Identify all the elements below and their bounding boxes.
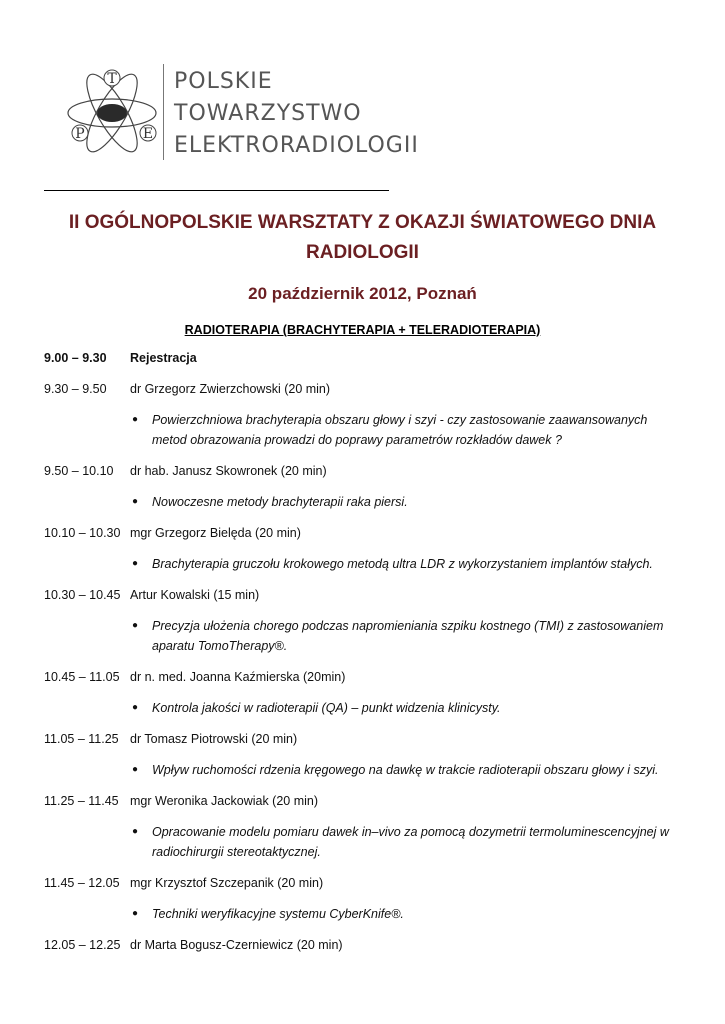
session-topic (132, 822, 677, 862)
session-speaker: dr n. med. Joanna Kaźmierska (20min) (130, 670, 346, 684)
document-title: II OGÓLNOPOLSKIE WARSZTATY Z OKAZJI ŚWIATOWEGO DNIA RADIOLOGII (68, 212, 657, 263)
society-name-line-3: ELEKTRORADIOLOGII (174, 133, 419, 158)
schedule-row (44, 667, 684, 687)
session-time: 9.30 – 9.50 (44, 382, 107, 396)
bullet-icon: ● (132, 558, 139, 569)
pte-logo (62, 58, 419, 168)
bullet-icon: ● (132, 908, 139, 919)
session-topic-text: Brachyterapia gruczołu krokowego metodą ultra LDR z wykorzystaniem implantów stałych. (152, 557, 653, 571)
session-time: 11.45 – 12.05 (44, 876, 120, 890)
session-time: 11.05 – 11.25 (44, 732, 119, 746)
society-name-line-1: POLSKIE (174, 69, 273, 94)
session-time: 12.05 – 12.25 (44, 938, 121, 952)
bullet-icon: ● (132, 620, 139, 631)
logo-divider (163, 64, 164, 160)
session-topic (132, 698, 677, 718)
session-speaker: mgr Krzysztof Szczepanik (20 min) (130, 876, 324, 890)
bullet-icon: ● (132, 414, 139, 425)
schedule-row (44, 379, 684, 399)
schedule-row (44, 729, 684, 749)
session-speaker: Artur Kowalski (15 min) (130, 588, 260, 602)
schedule-row (44, 873, 684, 893)
session-speaker: dr Grzegorz Zwierzchowski (20 min) (130, 382, 331, 396)
session-time: 10.10 – 10.30 (44, 526, 121, 540)
schedule-row (44, 523, 684, 543)
session-speaker: dr Marta Bogusz-Czerniewicz (20 min) (130, 938, 343, 952)
session-topic-text: Precyzja ułożenia chorego podczas napromieniania szpiku kostnego (TMI) z zastosowaniem aparatu TomoTherapy®. (152, 619, 664, 653)
session-topic-text: Nowoczesne metody brachyterapii raka piersi. (152, 495, 408, 509)
session-topic (132, 760, 677, 780)
session-topic-text: Opracowanie modelu pomiaru dawek in–vivo za pomocą dozymetrii termoluminescencyjnej w radiochirurgii stereotaktycznej. (152, 825, 669, 859)
session-speaker: mgr Grzegorz Bielęda (20 min) (130, 526, 301, 540)
society-name-line-2: TOWARZYSTWO (174, 101, 362, 126)
schedule-row (44, 461, 684, 481)
logo-letter-e: E (142, 126, 154, 142)
session-time: 9.50 – 10.10 (44, 464, 114, 478)
session-topic (132, 904, 677, 924)
society-name (174, 66, 419, 162)
session-time: 9.00 – 9.30 (44, 351, 107, 365)
atom-logo-icon (62, 58, 162, 168)
session-speaker: dr hab. Janusz Skowronek (20 min) (130, 464, 327, 478)
bullet-icon: ● (132, 496, 139, 507)
session-time: 11.25 – 11.45 (44, 794, 119, 808)
schedule-row (44, 585, 684, 605)
session-topic (132, 410, 677, 450)
session-topic-text: Powierzchniowa brachyterapia obszaru głowy i szyi - czy zastosowanie zaawansowanych metod obrazowania prowadzi do poprawy parametrów rozkładów dawek ? (152, 413, 648, 447)
bullet-icon: ● (132, 702, 139, 713)
session-topic-text: Wpływ ruchomości rdzenia kręgowego na dawkę w trakcie radioterapii obszaru głowy i szyi. (152, 763, 659, 777)
session-speaker: dr Tomasz Piotrowski (20 min) (130, 732, 298, 746)
session-speaker: mgr Weronika Jackowiak (20 min) (130, 794, 319, 808)
schedule-row (44, 935, 684, 955)
session-topic-text: Kontrola jakości w radioterapii (QA) – punkt widzenia klinicysty. (152, 701, 501, 715)
session-time: 10.45 – 11.05 (44, 670, 120, 684)
bullet-icon: ● (132, 826, 139, 837)
bullet-icon: ● (132, 764, 139, 775)
header-rule (44, 190, 389, 191)
session-topic (132, 616, 677, 656)
logo-letter-p: P (75, 126, 85, 142)
schedule-row (44, 348, 684, 368)
event-date: 20 październik 2012, Poznań (248, 284, 477, 303)
session-topic (132, 492, 677, 512)
session-time: 10.30 – 10.45 (44, 588, 121, 602)
schedule (44, 348, 684, 966)
session-speaker: Rejestracja (130, 351, 197, 365)
session-topic-text: Techniki weryfikacyjne systemu CyberKnife®. (152, 907, 404, 921)
section-heading: RADIOTERAPIA (BRACHYTERAPIA + TELERADIOTERAPIA) (184, 323, 541, 337)
schedule-row (44, 791, 684, 811)
session-topic (132, 554, 677, 574)
logo-letter-t: T (107, 71, 117, 87)
